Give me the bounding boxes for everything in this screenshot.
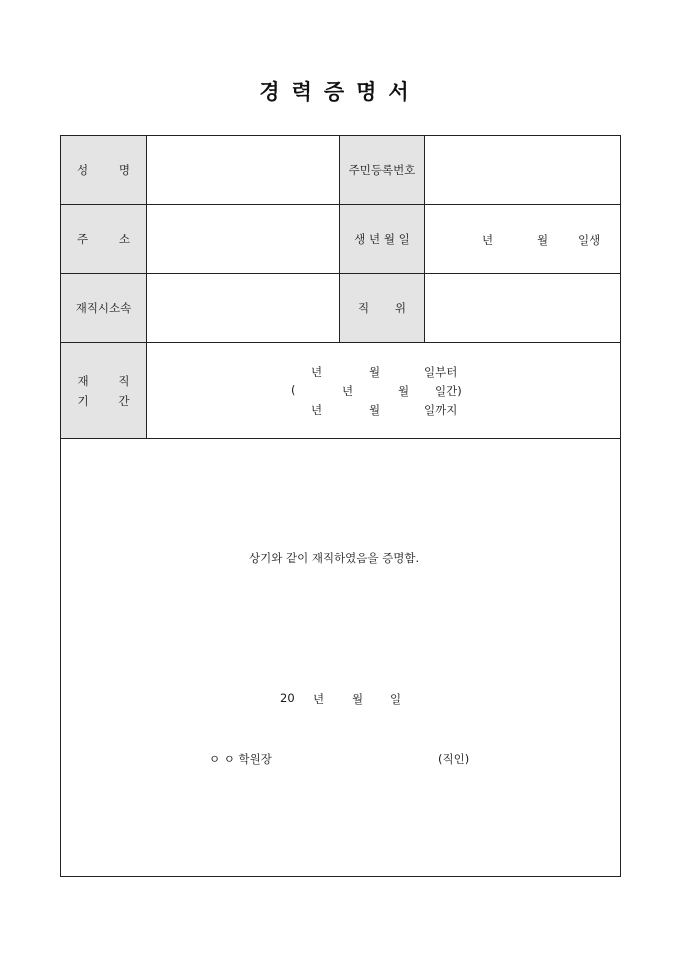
date-day-unit: 일 — [390, 692, 402, 706]
position-field[interactable] — [425, 274, 620, 342]
address-label-char: 주 — [77, 232, 89, 246]
period-from-month: 월 — [369, 365, 381, 379]
affiliation-field[interactable] — [147, 274, 339, 342]
period-label-char: 재 — [77, 373, 89, 388]
birth-date-label — [340, 205, 424, 273]
birth-date-label-text: 생 년 월 일 — [354, 232, 410, 246]
position-label — [340, 274, 424, 342]
date-month-unit: 월 — [352, 692, 364, 706]
period-duration-year: 년 — [342, 384, 354, 398]
period-label-char: 기 — [77, 393, 89, 408]
employment-period-label — [61, 343, 146, 438]
period-label-line — [78, 371, 130, 391]
employment-period-field[interactable] — [147, 343, 620, 438]
birth-day-unit: 일생 — [578, 233, 601, 247]
birth-date-field[interactable] — [425, 205, 620, 273]
period-duration-open: ( — [291, 383, 296, 397]
birth-month-unit: 월 — [537, 233, 549, 247]
affiliation-label-text: 재직시소속 — [75, 301, 132, 315]
address-field[interactable] — [147, 205, 339, 273]
period-label-char: 간 — [118, 393, 130, 408]
row-divider — [61, 438, 620, 439]
period-to-month: 월 — [369, 403, 381, 417]
date-year-prefix: 20 — [280, 691, 295, 705]
resident-number-label-text: 주민등록번호 — [348, 163, 416, 177]
address-label — [61, 205, 146, 273]
document-title: 경력증명서 — [259, 79, 421, 104]
period-to-day: 일까지 — [424, 403, 458, 417]
address-label-char: 소 — [118, 232, 130, 246]
issuer-name: ㅇ ㅇ 학원장 — [209, 752, 272, 766]
certification-statement: 상기와 같이 재직하였음을 증명함. — [249, 551, 420, 565]
name-field[interactable] — [147, 136, 339, 204]
period-label-char: 직 — [118, 373, 130, 388]
birth-year-unit: 년 — [482, 233, 494, 247]
name-label — [61, 136, 146, 204]
official-seal-placeholder: (직인) — [438, 752, 470, 766]
period-to-year: 년 — [311, 403, 323, 417]
period-from-year: 년 — [311, 365, 323, 379]
position-label-char: 직 — [358, 301, 370, 315]
period-duration-day: 일간) — [435, 384, 462, 398]
position-label-char: 위 — [394, 301, 406, 315]
period-from-day: 일부터 — [424, 365, 458, 379]
date-year-unit: 년 — [313, 692, 325, 706]
name-label-char: 성 — [77, 163, 89, 177]
resident-number-label — [340, 136, 424, 204]
name-label-char: 명 — [118, 163, 130, 177]
resident-number-field[interactable] — [425, 136, 620, 204]
period-duration-month: 월 — [398, 384, 410, 398]
period-label-line — [78, 391, 130, 411]
affiliation-label — [61, 274, 146, 342]
certificate-form — [60, 135, 621, 877]
